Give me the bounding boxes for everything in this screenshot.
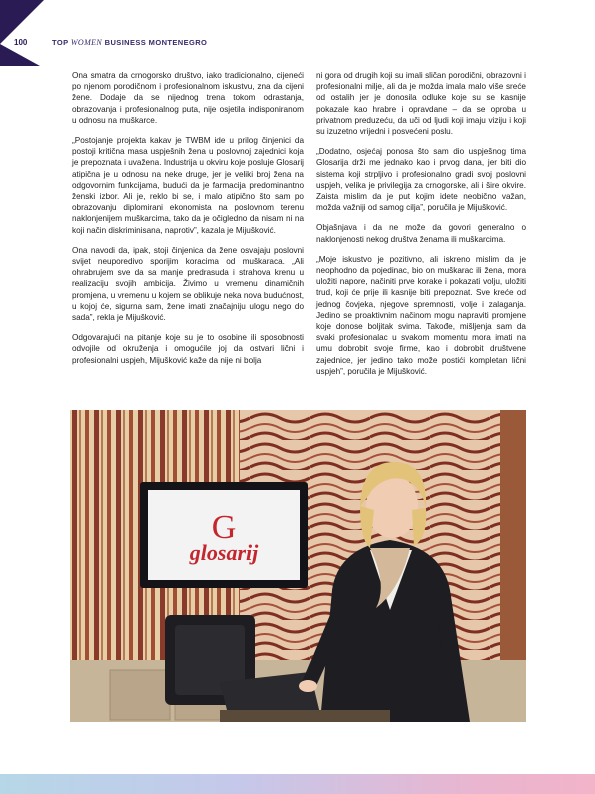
article-photo (70, 410, 526, 722)
screen-logo-monogram: G (211, 509, 237, 546)
office-scene-illustration (70, 410, 526, 722)
publication-title-top: TOP (52, 38, 69, 47)
paragraph: „Postojanje projekta kakav je TWBM ide u prilog činjenici da postoji kritična masa uspješnih žena u poslovnoj zajednici koja je prepoznata i uvažena. Industrija u okviru koje posluje Glosarij atipična je u odnosu na neke druge, jer je veliki broj žena na odgovornim funkcijama, budući da je farmacija predominantno ženski izbor. Ali je, reklo bi se, i malo atipično što sam po obrazovanju diplomirani ekonomista na poslovnom terenu naklonjenijem muškarcima, tako da je očigledno da nisam ni na koji način diskriminisana, naprotiv”, kazala je Mijušković. (72, 136, 304, 235)
page-number: 100 (14, 38, 28, 47)
publication-title-rest: BUSINESS MONTENEGRO (104, 38, 208, 47)
paragraph: Objašnjava i da ne može da govori generalno o naklonjenosti nekog društva ženama ili muškarcima. (316, 223, 526, 244)
corner-tab-lower (0, 44, 40, 66)
paragraph: Ona navodi da, ipak, stoji činjenica da žene osvajaju poslovni svijet neuporedivo sporijim koracima od muškaraca. „Ali ohrabrujem sve da sa manje predrasuda i strahova krenu u realizaciju svojih ambicija. Živimo u vremenu dinamičnih promjena, u vremenu u kojem se oblikuje neka nova budućnost, u kojoj će, sigurna sam, žene imati značajniju ulogu nego do sada”, rekla je Mijušković. (72, 245, 304, 323)
publication-title-women: WOMEN (70, 38, 103, 47)
paragraph: „Dodatno, osjećaj ponosa što sam dio uspješnog tima Glosarija drži me jednako kao i prvog dana, jer biti dio sistema koji strpljivo i profesionalno gradi svoj poslovni uspjeh, velika je privilegija za crnogorske, ali i šire okvire. Zaista mislim da je put kojim idete neobično važan, možda važniji od samog cilja”, poručila je Mijušković. (316, 147, 526, 213)
bottom-gradient-bar (0, 774, 595, 794)
article-right-column (316, 70, 526, 386)
paragraph: Ona smatra da crnogorsko društvo, iako tradicionalno, cijeneći po njenom porodičnom i profesionalnom iskustvu, zna da cijeni žene. Dodaje da se nijednog trena tokom odrastanja, obrazovanja i profesionalnog puta, nije osjetila indisponiranom u odnosu na muškarce. (72, 71, 304, 125)
screen-logo-word: glosarij (189, 540, 259, 565)
article-left-column (72, 70, 304, 375)
publication-title (52, 38, 207, 47)
paragraph: ni gora od drugih koji su imali sličan porodični, obrazovni i profesionalni milje, ali da je možda imala malo više sreće od ostalih jer je donosila odluke koje su se kasnije pokazale kao hrabre i opravdane – da se oproba u privatnom preduzeću, da uči od ljudi koji imaju viziju i koji su izuzetno vrijedni i posvećeni poslu. (316, 71, 526, 137)
paragraph: Odgovarajući na pitanje koje su je to osobine ili sposobnosti odvojile od okruženja i omogućile joj da ostvari lični i profesionalni uspjeh, Mijušković kaže da nije ni bolja (72, 333, 304, 365)
paragraph: „Moje iskustvo je pozitivno, ali iskreno mislim da je neophodno da pojedinac, bio on muškarac ili žena, mora uložiti napore, načiniti prve korake i pokazati volju, uložiti trud, koji će prije ili kasnije biti prepoznat. Sve kreće od jednog čovjeka, njegove spremnosti, volje i zalaganja. Jedino se proaktivnim načinom mogu napraviti promjene koje donose boljitak svima. Takođe, mišljenja sam da svaki profesionalac u svakom momentu mora imati na umu dobrobit svoje firme, kao i dobrobit društvene zajednice, jer jedino tako može postići kompletan lični uspjeh”, poručila je Mijušković. (316, 254, 526, 376)
